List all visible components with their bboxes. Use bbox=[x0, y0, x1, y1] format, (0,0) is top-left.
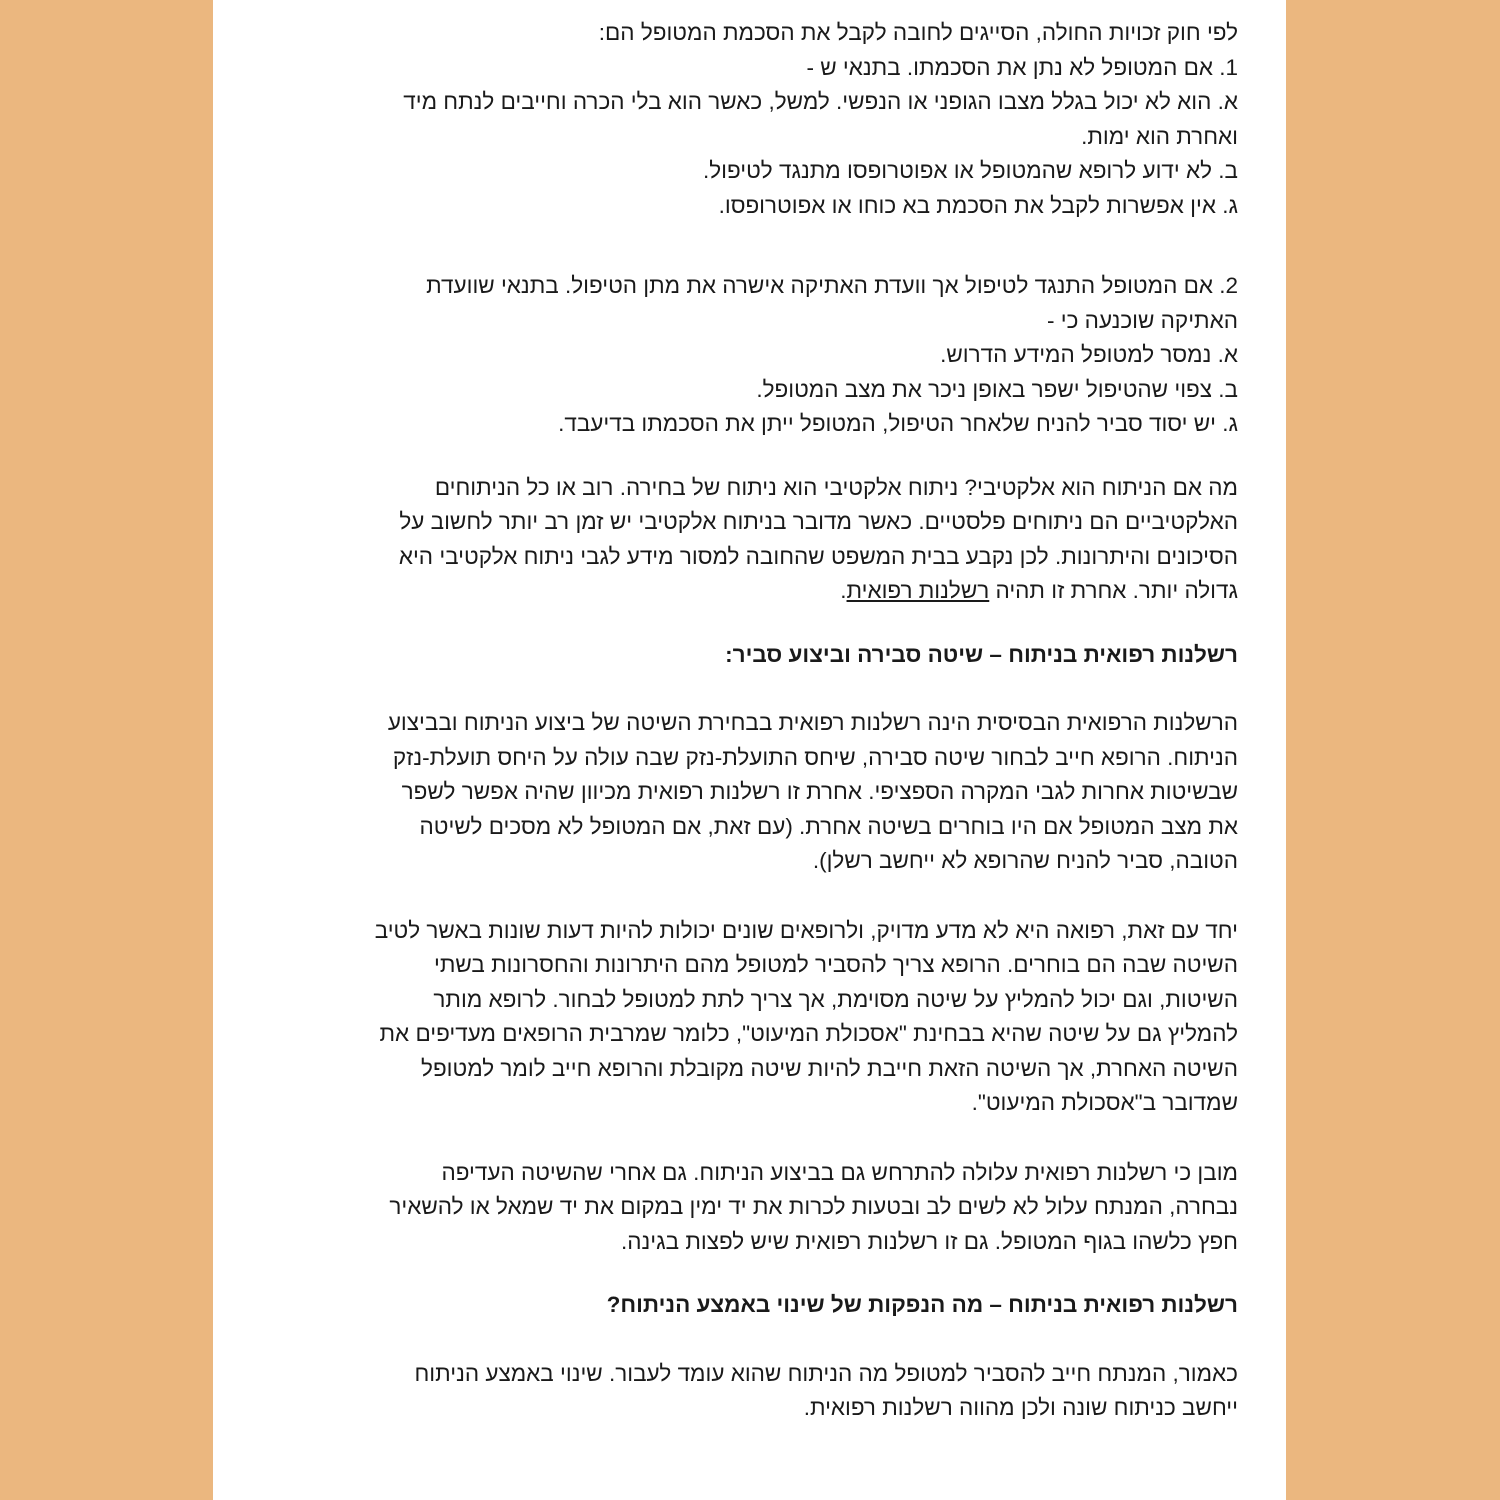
method-p2-line-3: השיטות, וגם יכול להמליץ על שיטה מסוימת, אך צריך לתת למטופל לבחור. לרופא מותר bbox=[433, 986, 1238, 1012]
consent-item-2-c: ג. יש יסוד סביר להניח שלאחר הטיפול, המטופל ייתן את הסכמתו בדיעבד. bbox=[558, 411, 1238, 436]
consent-item-1-heading: 1. אם המטופל לא נתן את הסכמתו. בתנאי ש - bbox=[806, 54, 1238, 80]
spacer bbox=[218, 1323, 1238, 1357]
consent-intro: לפי חוק זכויות החולה, הסייגים לחובה לקבל את הסכמת המטופל הם: bbox=[598, 20, 1238, 45]
method-p2-line-4: להמליץ גם על שיטה שהיא בבחינת "אסכולת המיעוט", כלומר שמרבית הרופאים מעדיפים את bbox=[379, 1021, 1238, 1046]
consent-item-1-a-line-1: א. הוא לא יכול בגלל מצבו הגופני או הנפשי. למשל, כאשר הוא בלי הכרה וחייבים לנתח מיד bbox=[403, 89, 1238, 114]
method-p1-line-5: הטובה, סביר להניח שהרופא לא ייחשב רשלן). bbox=[812, 848, 1238, 873]
method-p2-line-6: שמדובר ב"אסכולת המיעוט". bbox=[971, 1090, 1238, 1115]
method-p2-line-5: השיטה האחרת, אך השיטה הזאת חייבת להיות שיטה מקובלת והרופא חייב לומר למטופל bbox=[421, 1055, 1238, 1081]
document-page bbox=[213, 0, 1286, 1500]
method-p3-line-1: מובן כי רשלנות רפואית עלולה להתרחש גם בביצוע הניתוח. גם אחרי שהשיטה העדיפה bbox=[441, 1159, 1238, 1185]
method-p1-line-3: שבשיטות אחרות לגבי המקרה הספציפי. אחרת זו רשלנות רפואית מכיוון שהיה אפשר לשפר bbox=[401, 779, 1238, 804]
change-p1-line-2: ייחשב כניתוח שונה ולכן מהווה רשלנות רפואית. bbox=[803, 1395, 1238, 1420]
spacer bbox=[218, 1121, 1238, 1156]
document-body bbox=[218, 16, 1238, 1426]
elective-line-3: הסיכונים והיתרונות. לכן נקבע בבית המשפט שהחובה למסור מידע לגבי ניתוח אלקטיבי היא bbox=[398, 543, 1238, 569]
method-p1-line-4: את מצב המטופל אם היו בוחרים בשיטה אחרת. (עם זאת, אם המטופל לא מסכים לשיטה bbox=[419, 813, 1238, 839]
consent-item-2-line-1: 2. אם המטופל התנגד לטיפול אך וועדת האתיקה אישרה את מתן הטיפול. בתנאי שוועדת bbox=[426, 273, 1238, 298]
method-p3-line-2: נבחרה, המנתח עלול לא לשים לב ובטעות לכרות את יד ימין במקום את יד שמאל או להשאיר bbox=[389, 1194, 1238, 1219]
consent-item-1-a-line-2: ואחרת הוא ימות. bbox=[1081, 123, 1238, 149]
consent-item-1-c: ג. אין אפשרות לקבל את הסכמת בא כוחו או אפוטרופסו. bbox=[718, 192, 1238, 218]
spacer bbox=[218, 672, 1238, 706]
method-p1-line-2: הניתוח. הרופא חייב לבחור שיטה סבירה, שיחס התועלת-נזק שבה עולה על היחס תועלת-נזק bbox=[392, 744, 1238, 770]
spacer bbox=[218, 442, 1238, 471]
spacer bbox=[218, 223, 1238, 269]
spacer bbox=[218, 609, 1238, 638]
elective-section bbox=[218, 471, 1238, 609]
spacer bbox=[218, 1259, 1238, 1288]
consent-item-2-a: א. נמסר למטופל המידע הדרוש. bbox=[940, 342, 1238, 367]
elective-line-2: האלקטיביים הם ניתוחים פלסטיים. כאשר מדובר בניתוח אלקטיבי יש זמן רב יותר לחשוב על bbox=[399, 509, 1238, 534]
consent-section bbox=[218, 16, 1238, 442]
elective-line-4-suffix: . bbox=[840, 578, 847, 603]
medical-negligence-link[interactable]: רשלנות רפואית bbox=[846, 578, 990, 603]
elective-line-4 bbox=[218, 574, 1238, 609]
consent-item-2-b: ב. צפוי שהטיפול ישפר באופן ניכר את מצב המטופל. bbox=[756, 376, 1238, 402]
method-p2-line-1: יחד עם זאת, רפואה היא לא מדע מדויק, ולרופאים שונים יכולות להיות דעות שונות באשר לטיב bbox=[374, 917, 1238, 943]
spacer bbox=[218, 879, 1238, 914]
change-section bbox=[218, 1288, 1238, 1426]
change-p1-line-1: כאמור, המנתח חייב להסביר למטופל מה הניתוח שהוא עומד לעבור. שינוי באמצע הניתוח bbox=[414, 1360, 1238, 1386]
method-p2-line-2: השיטה שבה הם בוחרים. הרופא צריך להסביר למטופל מהם היתרונות והחסרונות בשתי bbox=[434, 952, 1238, 977]
method-section bbox=[218, 638, 1238, 1260]
consent-item-2-line-2: האתיקה שוכנעה כי - bbox=[1047, 307, 1238, 333]
elective-line-4-prefix: גדולה יותר. אחרת זו תהיה bbox=[989, 578, 1238, 603]
method-heading: רשלנות רפואית בניתוח – שיטה סבירה וביצוע סביר: bbox=[725, 641, 1238, 667]
change-heading: רשלנות רפואית בניתוח – מה הנפקות של שינוי באמצע הניתוח? bbox=[606, 1292, 1238, 1317]
method-p1-line-1: הרשלנות הרפואית הבסיסית הינה רשלנות רפואית בבחירת השיטה של ביצוע הניתוח ובביצוע bbox=[387, 710, 1238, 735]
consent-item-1-b: ב. לא ידוע לרופא שהמטופל או אפוטרופסו מתנגד לטיפול. bbox=[702, 158, 1238, 183]
method-p3-line-3: חפץ כלשהו בגוף המטופל. גם זו רשלנות רפואית שיש לפצות בגינה. bbox=[621, 1228, 1238, 1254]
elective-line-1: מה אם הניתוח הוא אלקטיבי? ניתוח אלקטיבי הוא ניתוח של בחירה. רוב או כל הניתוחים bbox=[434, 474, 1238, 500]
